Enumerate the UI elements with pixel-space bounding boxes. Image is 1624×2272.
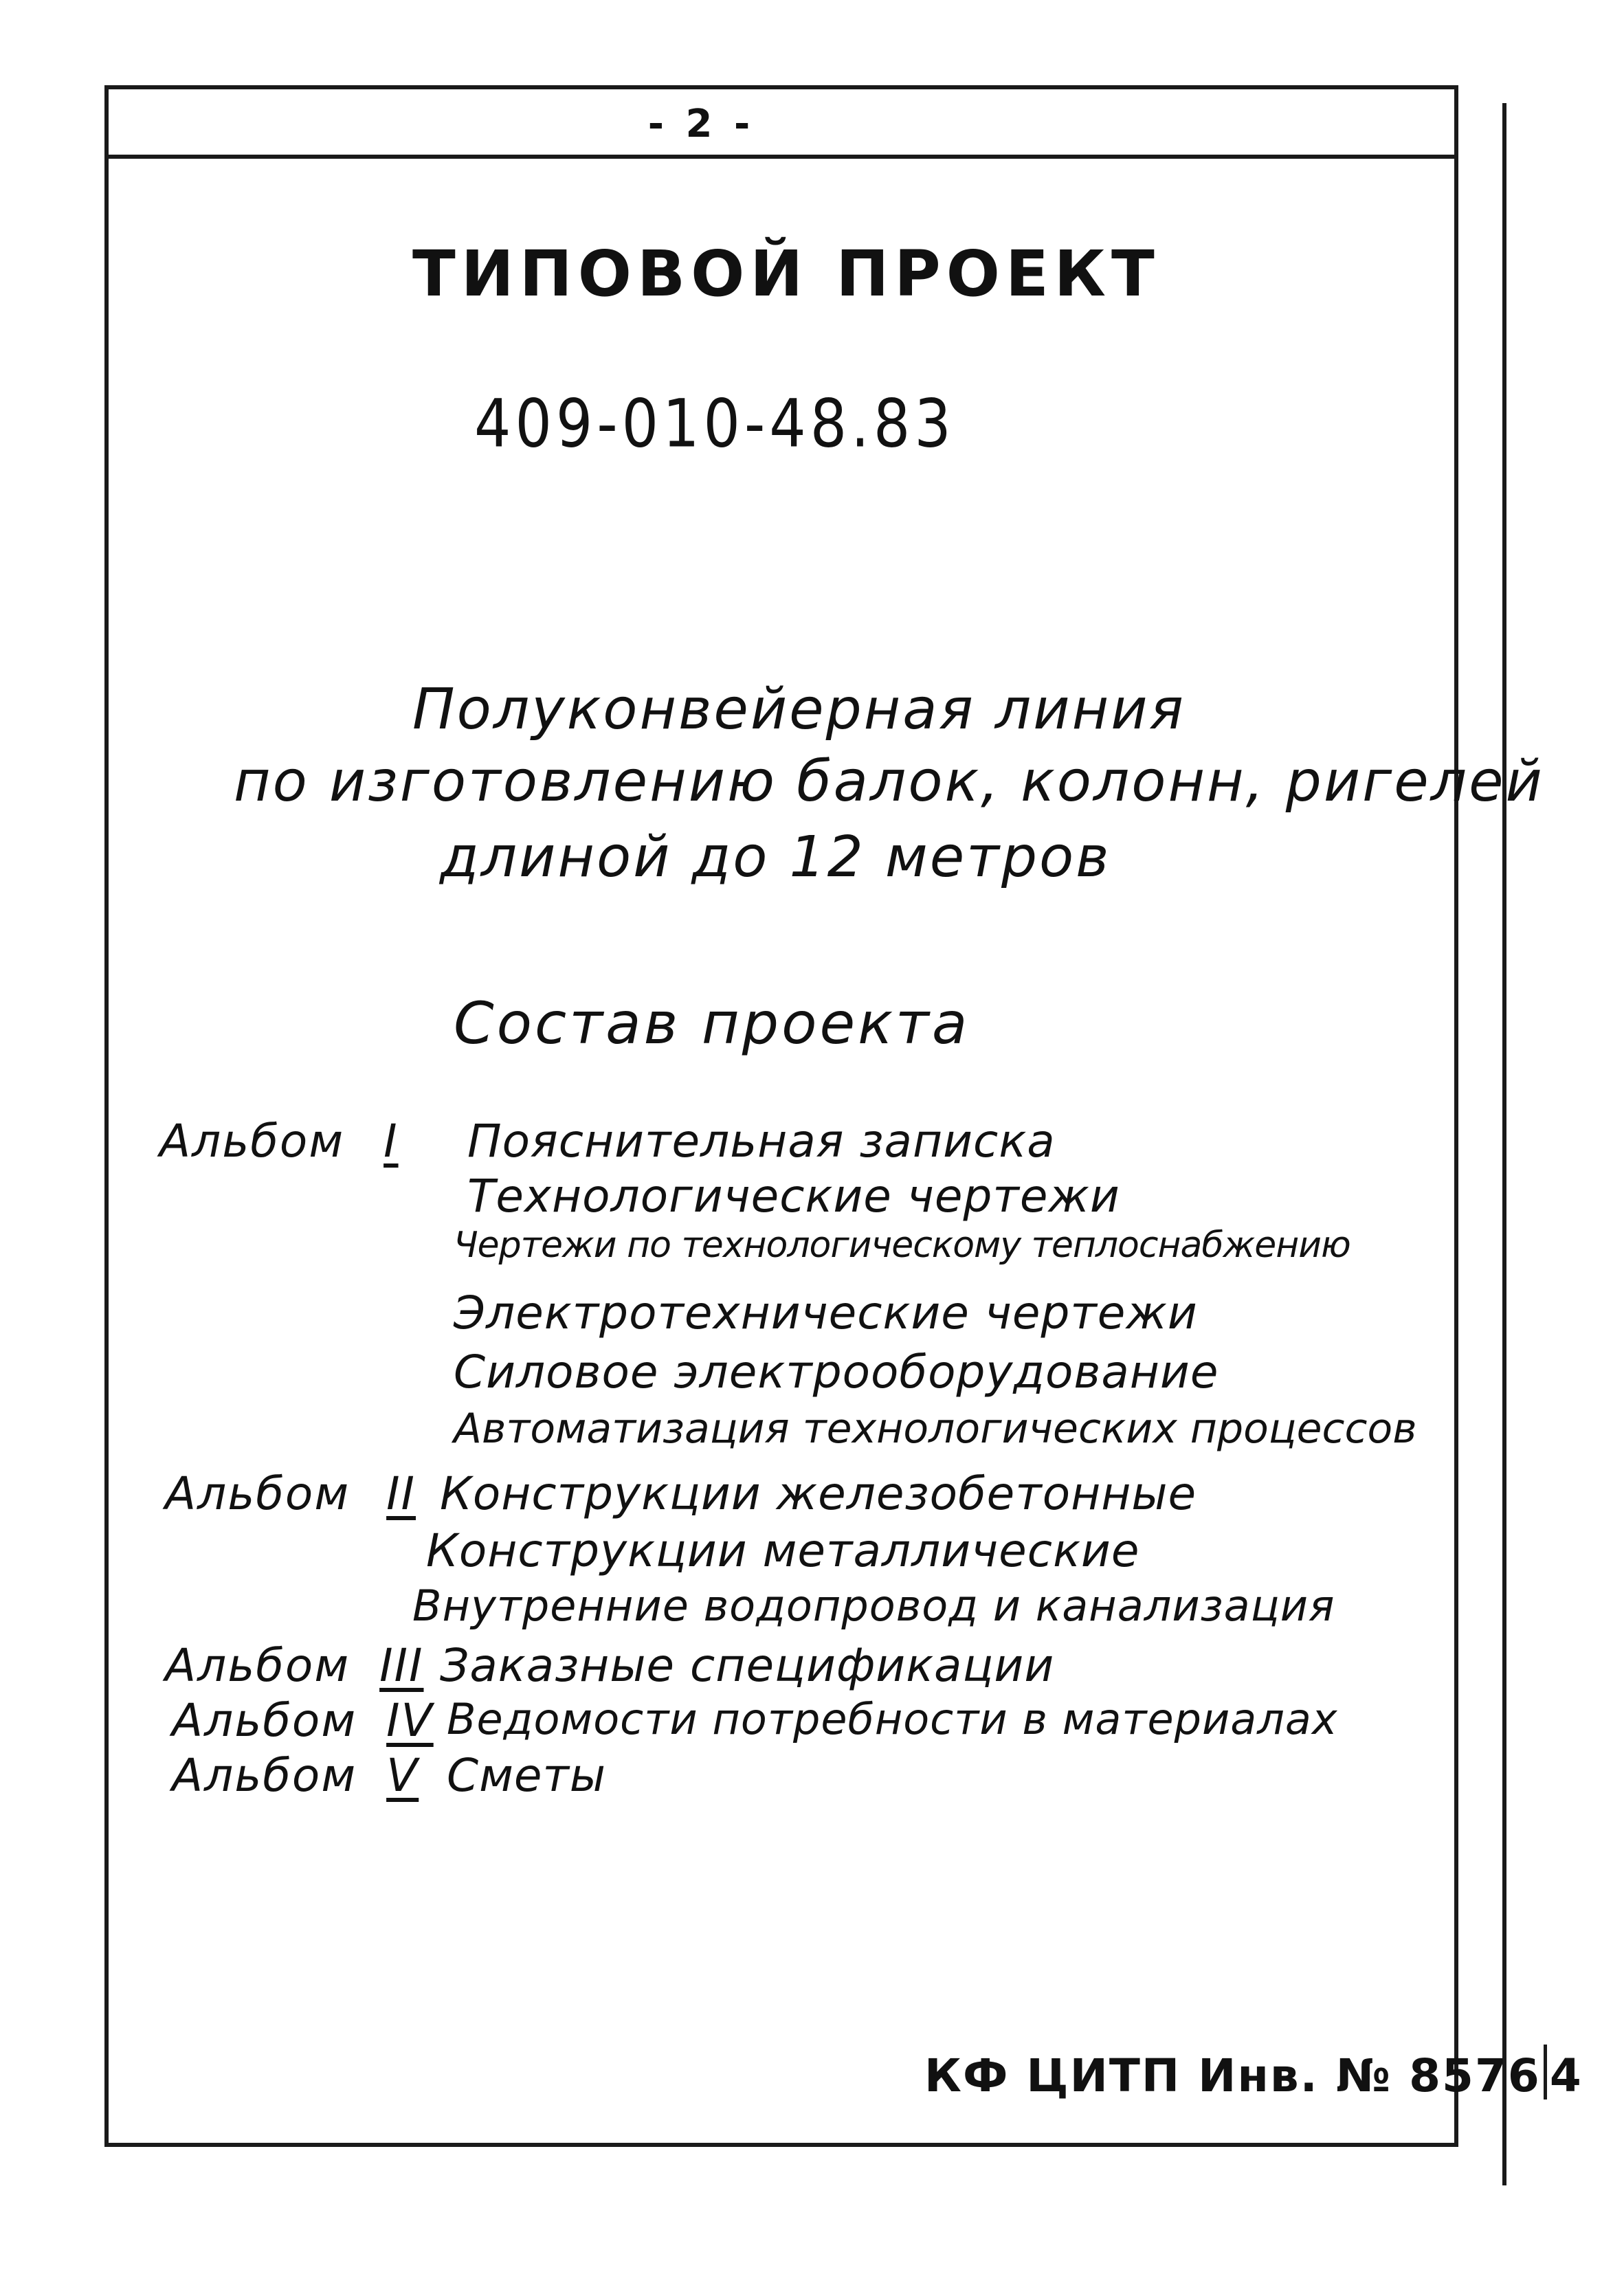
document-title: ТИПОВОЙ ПРОЕКТ [412,237,1160,311]
project-code: 409-010-48.83 [474,385,955,463]
inventory-stamp-suffix: 4 [1549,2049,1583,2102]
description-line-1: Полуконвейерная линия [412,677,1186,742]
album-item: Внутренние водопровод и канализация [412,1581,1335,1631]
page-number: - 2 - [647,102,755,146]
album-item: Технологические чертежи [467,1170,1120,1223]
album-item: Конструкции железобетонные [440,1467,1197,1520]
album-label [165,1467,416,1520]
album-item: Чертежи по технологическому теплоснабжению [454,1225,1350,1266]
stamp-divider [1544,2045,1547,2100]
inventory-stamp [924,2045,1583,2102]
album-item: Электротехнические чертежи [454,1287,1198,1339]
album-numeral: V [386,1749,419,1802]
right-margin-line [1502,103,1506,2185]
header-divider [104,155,1458,159]
album-label [159,1115,399,1168]
album-word: Альбом [159,1115,345,1168]
album-item: Силовое электрооборудование [454,1346,1219,1399]
album-item: Конструкции металлические [426,1524,1140,1577]
album-item: Автоматизация технологических процессов [454,1405,1417,1453]
album-numeral: IV [386,1694,434,1747]
album-numeral: III [379,1639,424,1692]
album-label [165,1639,424,1692]
album-word: Альбом [172,1749,357,1802]
album-item: Пояснительная записка [467,1115,1056,1168]
album-word: Альбом [172,1694,357,1747]
album-word: Альбом [165,1467,351,1520]
album-label [172,1694,434,1747]
description-line-2: по изготовлению балок, колонн, ригелей [234,749,1544,814]
album-item: Ведомости потребности в материалах [447,1694,1338,1744]
album-numeral: I [383,1115,399,1168]
description-line-3: длиной до 12 метров [440,825,1111,890]
album-label [172,1749,419,1802]
album-item: Сметы [447,1749,607,1802]
album-word: Альбом [165,1639,351,1692]
composition-heading: Состав проекта [454,990,970,1057]
album-numeral: II [386,1467,416,1520]
album-item: Заказные спецификации [440,1639,1055,1692]
inventory-stamp-text: КФ ЦИТП Инв. № 8576 [924,2049,1541,2102]
